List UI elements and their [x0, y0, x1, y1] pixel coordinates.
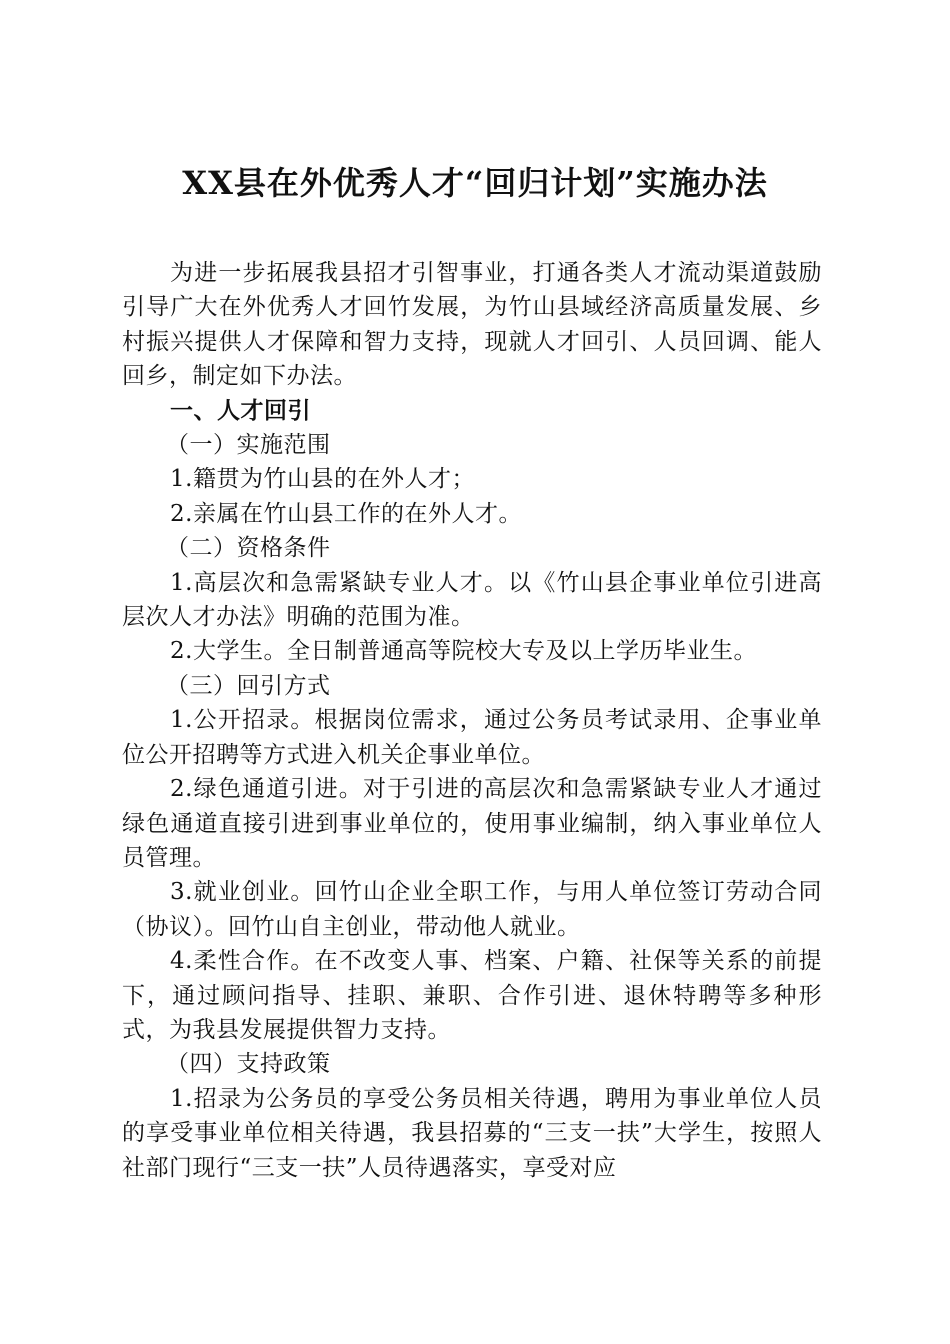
scope-item-1: 1.籍贯为竹山县的在外人才； — [170, 466, 475, 493]
method-item-2: 2.绿色通道引进。对于引进的高层次和急需紧缺专业人才通过绿色通道直接引进到事业单位的，使用事业编制，纳入事业单位人员管理。 — [122, 776, 822, 871]
subsection-heading-policies: （四）支持政策 — [166, 1051, 331, 1078]
policy-item-1: 1.招录为公务员的享受公务员相关待遇，聘用为事业单位人员的享受事业单位相关待遇，我县招募的“三支一扶”大学生，按照人社部门现行“三支一扶”人员待遇落实，享受对应 — [122, 1085, 822, 1181]
subsection-heading-methods: （三）回引方式 — [166, 672, 331, 699]
method-item-1: 1.公开招录。根据岗位需求，通过公务员考试录用、企事业单位公开招聘等方式进入机关企事业单位。 — [122, 707, 822, 768]
intro-paragraph: 为进一步拓展我县招才引智事业，打通各类人才流动渠道鼓励引导广大在外优秀人才回竹发展，为竹山县域经济高质量发展、乡村振兴提供人才保障和智力支持，现就人才回引、人员回调、能人回乡，制定如下办法。 — [122, 260, 822, 390]
qualification-item-2: 2.大学生。全日制普通高等院校大专及以上学历毕业生。 — [170, 638, 757, 665]
section-heading-talent-recruitment: 一、人才回引 — [170, 396, 311, 424]
qualification-item-1: 1.高层次和急需紧缺专业人才。以《竹山县企事业单位引进高层次人才办法》明确的范围为准。 — [122, 569, 822, 631]
document-body — [122, 256, 822, 1185]
method-item-4: 4.柔性合作。在不改变人事、档案、户籍、社保等关系的前提下，通过顾问指导、挂职、兼职、合作引进、退休特聘等多种形式，为我县发展提供智力支持。 — [122, 948, 822, 1043]
scope-item-2: 2.亲属在竹山县工作的在外人才。 — [170, 500, 522, 527]
subsection-heading-scope: （一）实施范围 — [166, 432, 331, 459]
document-title: XX县在外优秀人才“回归计划”实施办法 — [182, 164, 768, 202]
method-item-3: 3.就业创业。回竹山企业全职工作，与用人单位签订劳动合同（协议）。回竹山自主创业，带动他人就业。 — [122, 879, 822, 940]
subsection-heading-qualifications: （二）资格条件 — [166, 535, 331, 562]
